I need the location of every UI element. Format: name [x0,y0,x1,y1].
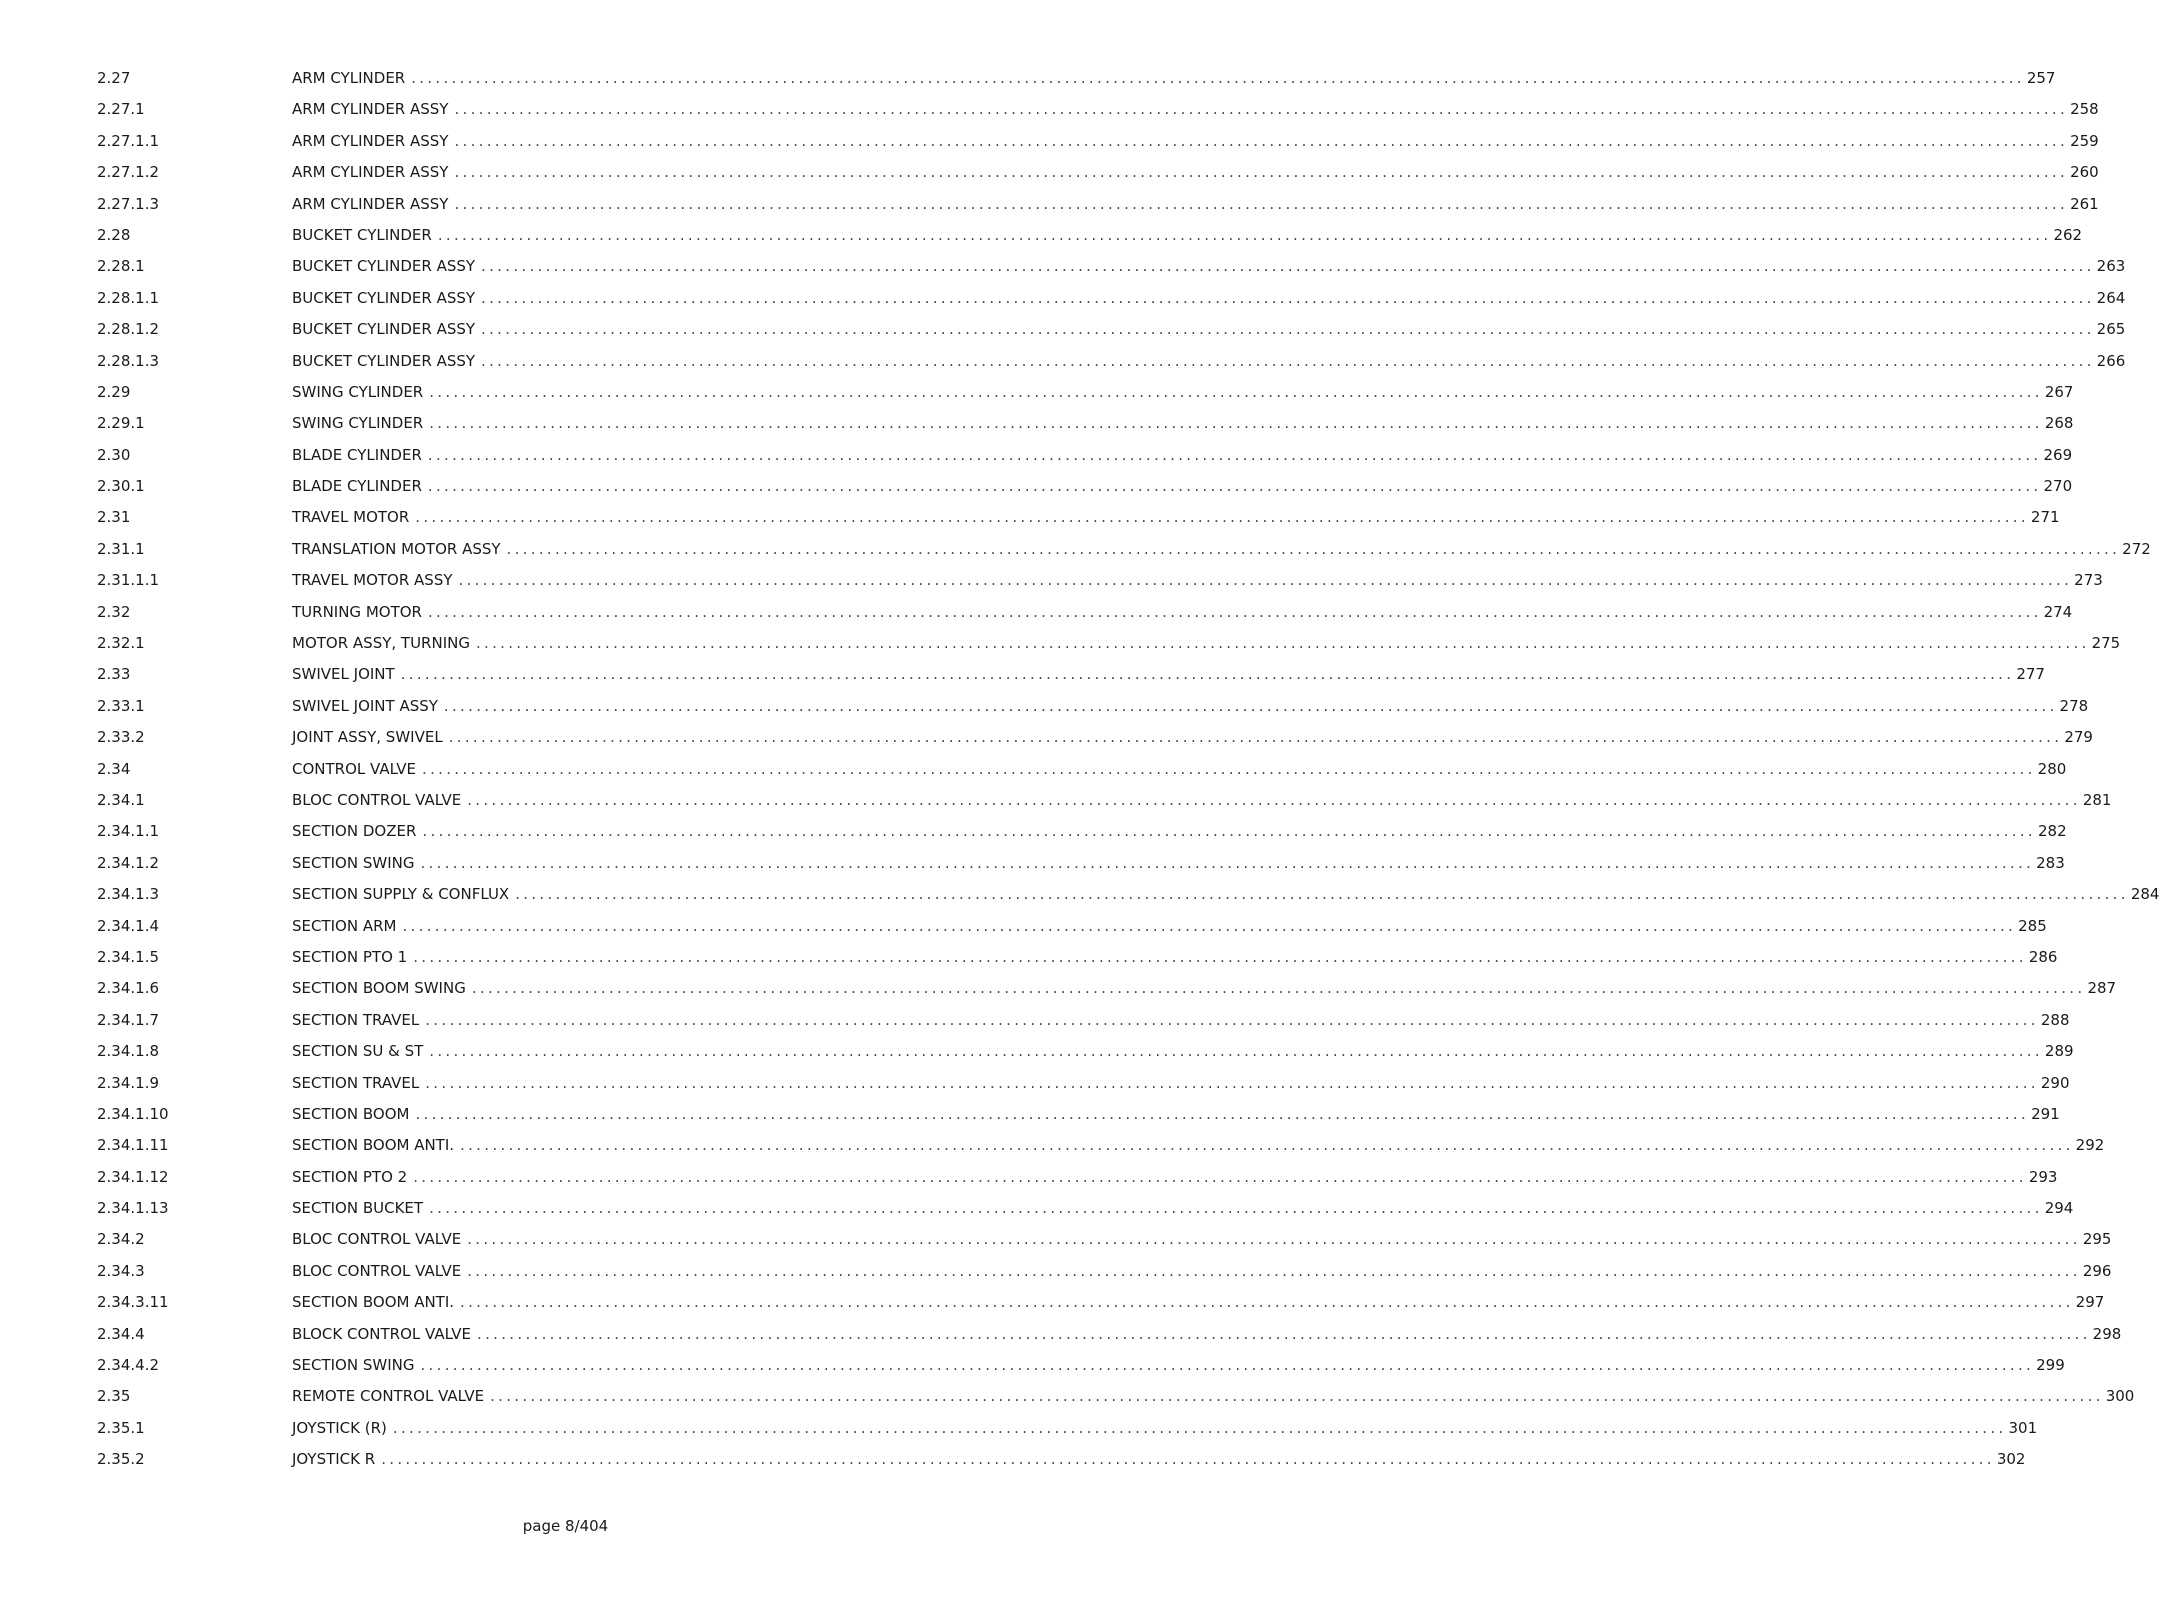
toc-section-title: SECTION PTO 1 [292,947,408,966]
toc-section-title: MOTOR ASSY, TURNING [292,634,470,653]
toc-dot-leader: ........................................................................................................................................................................................................ [429,1199,2043,1218]
toc-entry[interactable] [97,224,2083,255]
toc-page-number: 260 [2070,163,2099,182]
toc-section-number: 2.34.1.10 [97,1104,169,1123]
toc-entry[interactable] [97,946,2058,977]
toc-section-number: 2.35.1 [97,1418,145,1437]
toc-entry[interactable] [97,318,2126,349]
toc-page-number: 265 [2096,320,2126,339]
toc-dot-leader: ........................................................................................................................................................................................................ [506,539,2121,558]
toc-dot-leader: ........................................................................................................................................................................................................ [411,69,2025,87]
toc-dot-leader: ........................................................................................................................................................................................................ [448,728,2063,747]
toc-dot-leader: ........................................................................................................................................................................................................ [427,477,2042,496]
toc-dot-leader: ........................................................................................................................................................................................................ [402,916,2017,935]
toc-dot-leader: ........................................................................................................................................................................................................ [454,131,2069,150]
toc-section-title: SECTION SWING [292,1356,415,1375]
toc-section-title: SECTION TRAVEL [292,1073,420,1092]
toc-section-title: BUCKET CYLINDER ASSY [292,351,476,370]
toc-section-title: ARM CYLINDER ASSY [292,100,449,119]
toc-entry[interactable] [97,1040,2074,1071]
toc-section-number: 2.30 [97,445,131,464]
toc-entry[interactable] [97,412,2074,443]
toc-dot-leader: ........................................................................................................................................................................................................ [429,414,2043,433]
toc-entry[interactable] [97,1009,2070,1040]
toc-section-number: 2.28 [97,225,131,244]
toc-page-number: 292 [2075,1136,2105,1155]
toc-entry[interactable] [97,820,2067,851]
toc-section-title: SECTION SU & ST [292,1042,424,1061]
toc-section-number: 2.33.2 [97,728,145,747]
toc-page-number: 296 [2082,1261,2112,1280]
toc-page-number: 259 [2070,131,2099,150]
toc-page-number: 295 [2082,1230,2112,1249]
toc-dot-leader: ........................................................................................................................................................................................................ [481,320,2095,339]
toc-section-title: SECTION ARM [292,916,397,935]
toc-entry[interactable] [97,1228,2112,1259]
toc-section-title: SECTION BOOM ANTI. [292,1136,455,1155]
toc-dot-leader: ........................................................................................................................................................................................................ [400,665,2015,684]
toc-dot-leader: ........................................................................................................................................................................................................ [427,602,2042,621]
toc-entry[interactable] [97,695,2089,726]
toc-section-number: 2.27.1 [97,100,145,119]
toc-page-number: 291 [2031,1104,2060,1123]
toc-section-title: BLADE CYLINDER [292,477,422,496]
toc-section-title: BLOC CONTROL VALVE [292,1230,462,1249]
toc-page-number: 264 [2096,288,2126,307]
table-of-contents [97,67,2159,1480]
toc-dot-leader: ........................................................................................................................................................................................................ [415,508,2029,527]
toc-section-number: 2.34.1 [97,790,145,809]
toc-section-title: BUCKET CYLINDER ASSY [292,257,476,276]
toc-section-title: ARM CYLINDER ASSY [292,163,449,182]
toc-section-title: ARM CYLINDER [292,69,406,87]
toc-page-number: 258 [2070,100,2099,119]
toc-dot-leader: ........................................................................................................................................................................................................ [422,822,2037,841]
toc-section-number: 2.27.1.3 [97,194,160,213]
toc-page-number: 290 [2040,1073,2070,1092]
toc-page-number: 268 [2044,414,2074,433]
toc-section-title: SWIVEL JOINT [292,665,395,684]
toc-page-number: 277 [2016,665,2045,684]
toc-section-number: 2.31.1 [97,539,145,558]
toc-section-title: BLOCK CONTROL VALVE [292,1324,472,1343]
page-number-label: page 8/404 [522,1517,609,1535]
toc-entry[interactable] [97,663,2045,694]
toc-section-title: JOINT ASSY, SWIVEL [292,728,443,747]
toc-section-number: 2.34.1.1 [97,822,160,841]
toc-section-title: SECTION TRAVEL [292,1010,420,1029]
toc-dot-leader: ........................................................................................................................................................................................................ [458,571,2073,590]
toc-section-number: 2.29 [97,382,131,401]
toc-entry[interactable] [97,758,2067,789]
toc-page-number: 266 [2096,351,2126,370]
toc-section-number: 2.34 [97,759,131,778]
toc-entry[interactable] [97,1134,2105,1165]
toc-section-title: REMOTE CONTROL VALVE [292,1387,485,1406]
toc-page-number: 286 [2028,947,2058,966]
toc-dot-leader: ........................................................................................................................................................................................................ [460,1136,2074,1155]
toc-page-number: 297 [2075,1293,2105,1312]
toc-page-number: 288 [2040,1010,2070,1029]
toc-entry[interactable] [97,1072,2070,1103]
toc-section-title: CONTROL VALVE [292,759,417,778]
toc-entry[interactable] [97,789,2112,820]
toc-page-number: 269 [2043,445,2073,464]
toc-entry[interactable] [97,161,2099,192]
toc-entry[interactable] [97,1354,2065,1385]
toc-page-number: 301 [2008,1418,2038,1437]
toc-section-title: JOYSTICK (R) [292,1418,387,1437]
toc-section-title: BLADE CYLINDER [292,445,422,464]
toc-dot-leader: ........................................................................................................................................................................................................ [467,1230,2081,1249]
toc-page-number: 299 [2036,1356,2065,1375]
toc-page-number: 302 [1996,1450,2026,1469]
toc-dot-leader: ........................................................................................................................................................................................................ [477,1324,2091,1343]
toc-entry[interactable] [97,1291,2105,1322]
toc-entry[interactable] [97,1417,2038,1448]
toc-section-number: 2.34.1.9 [97,1073,160,1092]
toc-entry[interactable] [97,287,2126,318]
toc-section-number: 2.34.1.12 [97,1167,169,1186]
toc-dot-leader: ........................................................................................................................................................................................................ [381,1450,1995,1469]
toc-section-title: SECTION BOOM [292,1104,410,1123]
toc-page-number: 275 [2091,634,2121,653]
toc-section-number: 2.31.1.1 [97,571,160,590]
toc-entry[interactable] [97,1166,2058,1197]
toc-dot-leader: ........................................................................................................................................................................................................ [427,445,2042,464]
toc-entry[interactable] [97,67,2056,98]
toc-dot-leader: ........................................................................................................................................................................................................ [425,1010,2039,1029]
toc-section-number: 2.32 [97,602,131,621]
toc-page-number: 279 [2064,728,2093,747]
toc-page-number: 272 [2122,539,2151,558]
toc-section-number: 2.33.1 [97,696,145,715]
toc-section-title: BUCKET CYLINDER ASSY [292,288,476,307]
toc-dot-leader: ........................................................................................................................................................................................................ [454,163,2069,182]
toc-section-number: 2.34.1.5 [97,947,160,966]
toc-entry[interactable] [97,1448,2026,1479]
toc-page-number: 289 [2044,1042,2074,1061]
toc-section-number: 2.34.1.7 [97,1010,160,1029]
toc-page-number: 300 [2105,1387,2135,1406]
toc-entry[interactable] [97,569,2103,600]
toc-section-title: BUCKET CYLINDER [292,225,432,244]
toc-page-number: 271 [2030,508,2060,527]
toc-dot-leader: ........................................................................................................................................................................................................ [454,194,2069,213]
toc-section-number: 2.27.1.1 [97,131,160,150]
toc-section-title: BLOC CONTROL VALVE [292,790,462,809]
toc-entry[interactable] [97,1103,2060,1134]
toc-page-number: 294 [2044,1199,2074,1218]
toc-page-number: 262 [2053,225,2083,244]
toc-dot-leader: ........................................................................................................................................................................................................ [515,885,2129,904]
toc-entry[interactable] [97,444,2073,475]
toc-entry[interactable] [97,1260,2112,1291]
toc-section-title: JOYSTICK R [292,1450,376,1469]
toc-section-title: BLOC CONTROL VALVE [292,1261,462,1280]
toc-section-title: ARM CYLINDER ASSY [292,194,449,213]
toc-section-number: 2.27 [97,69,131,87]
toc-page-number: 273 [2074,571,2103,590]
toc-section-number: 2.33 [97,665,131,684]
toc-entry[interactable] [97,193,2099,224]
toc-page-number: 298 [2092,1324,2122,1343]
toc-dot-leader: ........................................................................................................................................................................................................ [415,1104,2030,1123]
toc-entry[interactable] [97,506,2060,537]
toc-section-title: SECTION SWING [292,853,415,872]
toc-section-title: SWIVEL JOINT ASSY [292,696,438,715]
toc-section-title: SECTION SUPPLY & CONFLUX [292,885,510,904]
toc-section-number: 2.34.1.11 [97,1136,169,1155]
toc-page-number: 284 [2130,885,2159,904]
toc-entry[interactable] [97,1385,2135,1416]
toc-dot-leader: ........................................................................................................................................................................................................ [460,1293,2074,1312]
toc-section-number: 2.31 [97,508,131,527]
toc-entry[interactable] [97,883,2159,914]
toc-section-number: 2.34.1.13 [97,1199,169,1218]
toc-dot-leader: ........................................................................................................................................................................................................ [420,853,2035,872]
toc-dot-leader: ........................................................................................................................................................................................................ [454,100,2069,119]
toc-page-number: 274 [2043,602,2073,621]
toc-dot-leader: ........................................................................................................................................................................................................ [471,979,2086,998]
toc-page-number: 261 [2070,194,2099,213]
toc-section-title: SECTION BOOM SWING [292,979,466,998]
toc-entry[interactable] [97,350,2126,381]
toc-section-number: 2.34.1.6 [97,979,160,998]
toc-dot-leader: ........................................................................................................................................................................................................ [481,288,2095,307]
toc-section-number: 2.34.2 [97,1230,145,1249]
toc-page-number: 283 [2036,853,2065,872]
toc-dot-leader: ........................................................................................................................................................................................................ [429,382,2043,401]
toc-section-number: 2.34.1.3 [97,885,160,904]
toc-entry[interactable] [97,632,2121,663]
toc-dot-leader: ........................................................................................................................................................................................................ [481,351,2095,370]
toc-dot-leader: ........................................................................................................................................................................................................ [481,257,2095,276]
toc-dot-leader: ........................................................................................................................................................................................................ [422,759,2036,778]
toc-dot-leader: ........................................................................................................................................................................................................ [425,1073,2039,1092]
toc-section-title: SECTION BOOM ANTI. [292,1293,455,1312]
toc-page-number: 293 [2028,1167,2058,1186]
toc-section-title: SECTION PTO 2 [292,1167,408,1186]
toc-section-number: 2.34.4 [97,1324,145,1343]
toc-entry[interactable] [97,1197,2074,1228]
toc-entry[interactable] [97,475,2073,506]
toc-section-title: TRANSLATION MOTOR ASSY [292,539,501,558]
toc-dot-leader: ........................................................................................................................................................................................................ [443,696,2058,715]
toc-dot-leader: ........................................................................................................................................................................................................ [420,1356,2035,1375]
toc-dot-leader: ........................................................................................................................................................................................................ [467,1261,2081,1280]
toc-entry[interactable] [97,98,2099,129]
toc-entry[interactable] [97,130,2099,161]
toc-section-number: 2.30.1 [97,477,145,496]
toc-section-title: ARM CYLINDER ASSY [292,131,449,150]
toc-page-number: 281 [2082,790,2112,809]
toc-dot-leader: ........................................................................................................................................................................................................ [475,634,2090,653]
toc-section-number: 2.27.1.2 [97,163,160,182]
toc-section-number: 2.32.1 [97,634,145,653]
toc-entry[interactable] [97,381,2074,412]
toc-section-title: SECTION DOZER [292,822,417,841]
toc-entry[interactable] [97,1323,2122,1354]
toc-section-title: TURNING MOTOR [292,602,422,621]
toc-section-number: 2.34.1.4 [97,916,160,935]
toc-page-number: 287 [2087,979,2117,998]
toc-section-number: 2.34.3 [97,1261,145,1280]
toc-dot-leader: ........................................................................................................................................................................................................ [429,1042,2043,1061]
toc-page-number: 263 [2096,257,2126,276]
toc-entry[interactable] [97,726,2093,757]
page-footer [0,1517,1131,1535]
toc-dot-leader: ........................................................................................................................................................................................................ [437,225,2052,244]
toc-section-number: 2.34.4.2 [97,1356,160,1375]
toc-section-number: 2.34.1.8 [97,1042,160,1061]
toc-dot-leader: ........................................................................................................................................................................................................ [413,947,2027,966]
toc-entry[interactable] [97,852,2065,883]
toc-entry[interactable] [97,255,2126,286]
toc-page-number: 280 [2037,759,2067,778]
toc-section-title: TRAVEL MOTOR [292,508,410,527]
toc-page-number: 257 [2026,69,2056,87]
toc-entry[interactable] [97,915,2047,946]
toc-section-title: SWING CYLINDER [292,414,424,433]
toc-section-number: 2.34.1.2 [97,853,160,872]
toc-page-number: 267 [2044,382,2074,401]
toc-dot-leader: ........................................................................................................................................................................................................ [392,1418,2007,1437]
toc-section-title: SWING CYLINDER [292,382,424,401]
toc-section-number: 2.28.1.1 [97,288,160,307]
toc-dot-leader: ........................................................................................................................................................................................................ [467,790,2081,809]
toc-section-number: 2.28.1.3 [97,351,160,370]
toc-page-number: 282 [2038,822,2067,841]
toc-dot-leader: ........................................................................................................................................................................................................ [490,1387,2104,1406]
toc-entry[interactable] [97,601,2073,632]
toc-section-title: BUCKET CYLINDER ASSY [292,320,476,339]
toc-section-title: TRAVEL MOTOR ASSY [292,571,453,590]
toc-section-number: 2.28.1 [97,257,145,276]
toc-page-number: 278 [2059,696,2089,715]
toc-dot-leader: ........................................................................................................................................................................................................ [413,1167,2027,1186]
toc-entry[interactable] [97,538,2151,569]
toc-section-number: 2.34.3.11 [97,1293,169,1312]
toc-section-number: 2.35.2 [97,1450,145,1469]
toc-section-number: 2.28.1.2 [97,320,160,339]
toc-page-number: 285 [2018,916,2047,935]
toc-section-number: 2.35 [97,1387,131,1406]
toc-page-number: 270 [2043,477,2073,496]
toc-section-number: 2.29.1 [97,414,145,433]
toc-section-title: SECTION BUCKET [292,1199,424,1218]
toc-entry[interactable] [97,977,2117,1008]
